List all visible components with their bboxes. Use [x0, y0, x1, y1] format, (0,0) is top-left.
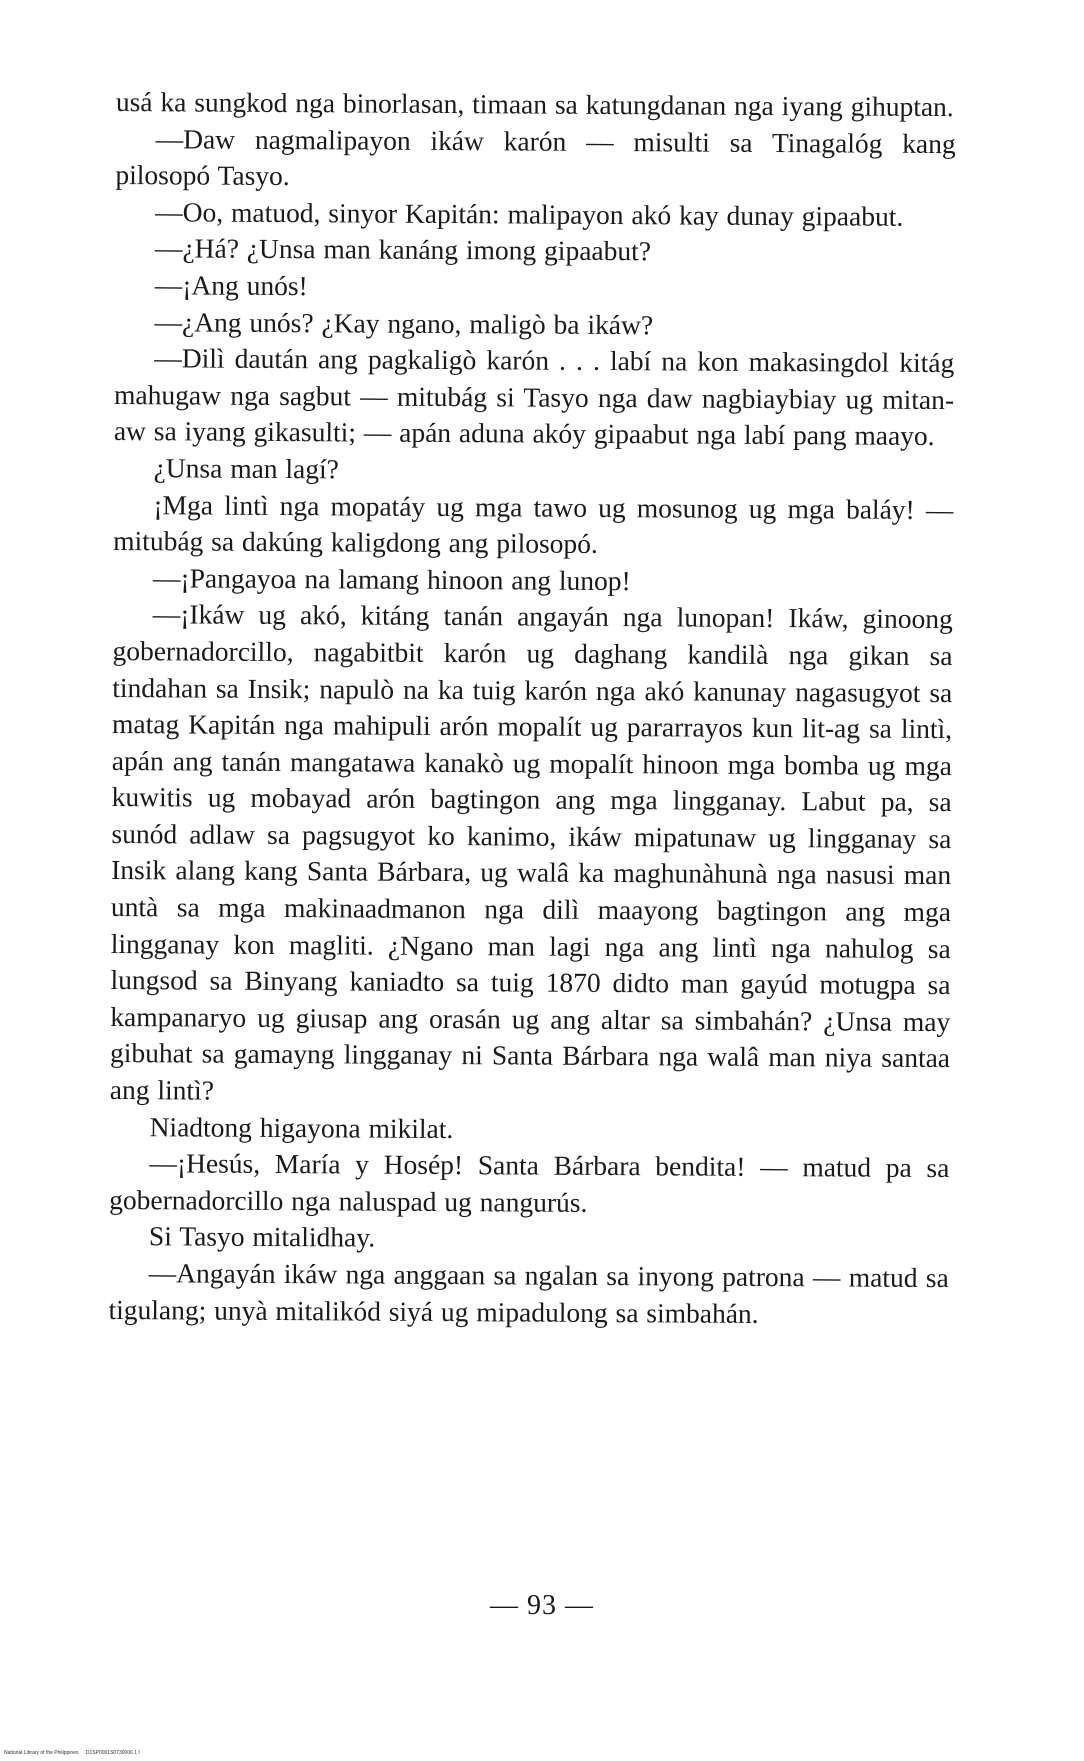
page-body [108, 84, 956, 1333]
paragraph-15: —Angayán ikáw nga anggaan sa ngalan sa inyong patrona — matud sa tigulang; unyà mitalikód siyá ug mipadulong sa simbahán. [108, 1257, 949, 1329]
footer-code: D1SP0001S0730006 1 I [85, 1750, 140, 1756]
page-number: — 93 — [490, 1590, 594, 1621]
paragraph-8: ¿Unsa man lagí? [153, 452, 340, 485]
paragraph-6: —¿Ang unós? ¿Kay ngano, maligò ba ikáw? [154, 305, 654, 340]
paragraph-7: —Dilì daután ang pagkaligò karón . . . labí na kon makasingdol kitág mahugaw nga sagbut — mitubág si Tasyo nga daw nagbiaybiay ug mitan-aw sa iyang gikasulti; — apán aduna akóy gipaabut nga labí pang maayo. [113, 342, 955, 452]
paragraph-12: Niadtong higayona mikilat. [149, 1110, 454, 1144]
paragraph-3: —Oo, matuod, sinyor Kapitán: malipayon akó kay dunay gipaabut. [155, 196, 904, 232]
paragraph-10: —¡Pangayoa na lamang hinoon ang lunop! [152, 561, 631, 596]
paragraph-1: usá ka sungkod nga binorlasan, timaan sa katungdanan nga iyang gihuptan. [115, 85, 954, 123]
paragraph-14: Si Tasyo mitalidhay. [148, 1220, 376, 1254]
paragraph-9: ¡Mga lintì nga mopatáy ug mga tawo ug mosunog ug mga baláy! — mitubág sa dakúng kaligdong ang pilosopó. [113, 488, 954, 560]
paragraph-2: —Daw nagmalipayon ikáw karón — misulti sa Tinagalóg kang pilosopó Tasyo. [115, 122, 956, 192]
paragraph-11: —¡Ikáw ug akó, kitáng tanán angayán nga lunopan! Ikáw, ginoong gobernadorcillo, nagabitbit karón ug daghang kandilà nga gikan sa tindahan sa Insik; napulò na ka tuig karón nga akó kanunay nagasugyot sa matag Kapitán nga mahipuli arón mopalít ug pararrayos kun lit-ag sa lintì, apán ang tanán mangatawa kanakò ug mopalít hinoon mga bomba ug mga kuwitis ug mobayad arón bagtingon ang mga lingganay. Labut pa, sa sunód adlaw sa pagsugyot ko kanimo, ikáw mipatunaw ug lingganay sa Insik alang kang Santa Bárbara, ug walâ ka maghunàhunà nga nasusi man untà sa mga makinaadmanon nga dilì maayong bagtingon ang mga lingganay kon magliti. ¿Ngano man lagi nga ang lintì nga nahulog sa lungsod sa Binyang kaniadto sa tuig 1870 didto man gayúd motugpa sa kampanaryo ug giusap ang orasán ug ang altar sa simbahán? ¿Unsa may gibuhat sa gamayng lingganay ni Santa Bárbara nga walâ man niya santaa ang lintì? [109, 598, 953, 1106]
paragraph-4: —¿Há? ¿Unsa man kanáng imong gipaabut? [154, 232, 652, 267]
paragraph-5: —¡Ang unós! [154, 269, 308, 302]
footer-institution: National Library of the Philippines [4, 1750, 79, 1756]
paragraph-13: —¡Hesús, María y Hosép! Santa Bárbara bendita! — matud pa sa gobernadorcillo nga naluspad ug nangurús. [109, 1147, 950, 1218]
scan-footer [4, 1750, 146, 1756]
